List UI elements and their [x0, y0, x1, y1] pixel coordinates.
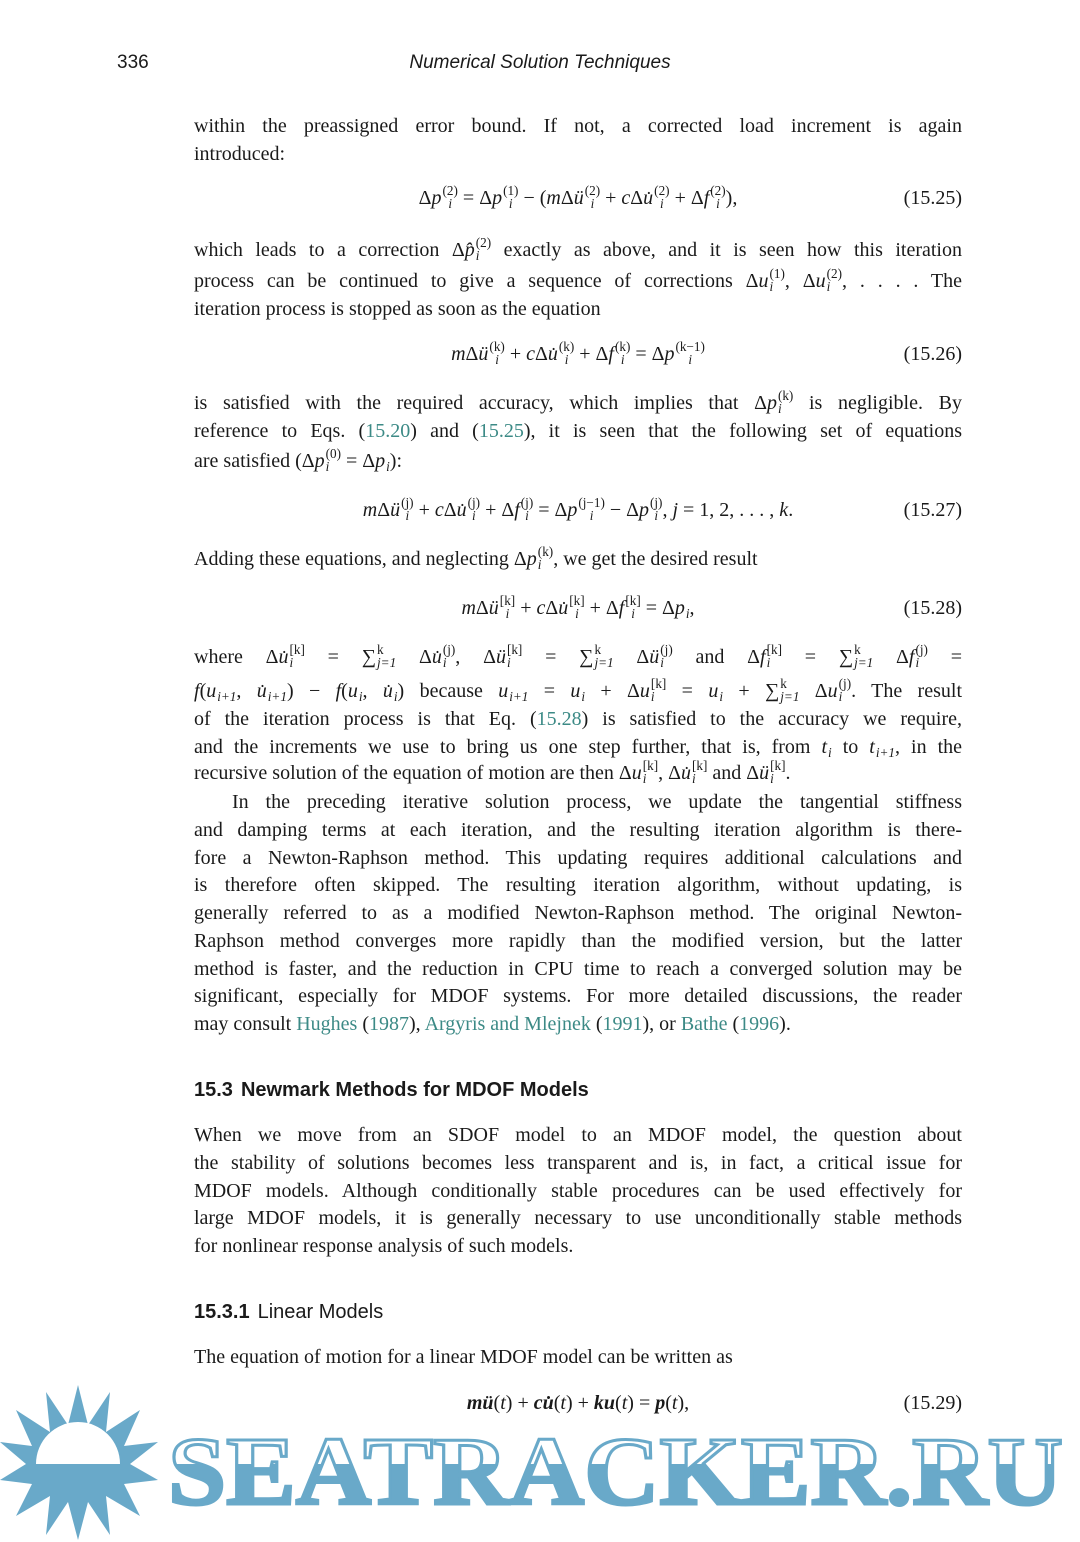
text-run: = Δ — [640, 597, 675, 619]
text-run: Δ — [443, 499, 457, 521]
text-line — [194, 141, 962, 167]
text-line — [194, 418, 962, 444]
math-symbol: ∑ k j=1 — [838, 641, 874, 671]
text-run: = Δ — [533, 499, 568, 521]
text-run: method is faster, and the reduction in CPU time to reach a converged solution may be — [194, 958, 962, 980]
text-run: ( — [493, 1392, 501, 1414]
math-symbol: u̇ i+1 — [256, 680, 287, 705]
text-run: significant, especially for MDOF systems. For more detailed discussions, the reader — [194, 985, 962, 1007]
text-line — [194, 1150, 962, 1176]
equation-body — [194, 592, 962, 622]
text-run: large MDOF models, it is generally necessary to use unconditionally stable methods — [194, 1207, 962, 1229]
equation-number: (15.28) — [903, 597, 962, 619]
sun-icon — [0, 1385, 158, 1540]
reference-link[interactable]: 1996 — [739, 1013, 780, 1035]
text-run: Δ — [630, 187, 644, 209]
math-symbol: j — [672, 499, 679, 521]
math-symbol: p (j−1) i — [567, 494, 605, 524]
text-line — [194, 757, 962, 787]
equation-number: (15.25) — [903, 187, 962, 209]
text-run: Δ — [799, 680, 828, 702]
reference-link[interactable]: 1987 — [369, 1013, 409, 1035]
text-run: ), — [725, 187, 738, 209]
text-run: fore a Newton-Raphson method. This updating requires additional calculations and — [194, 847, 962, 869]
math-symbol: f [k] i — [618, 592, 641, 622]
text-run: ) = — [627, 1392, 656, 1414]
reference-link[interactable]: 15.25 — [478, 420, 524, 442]
math-symbol: p i — [375, 450, 390, 475]
text-run: ), or — [642, 1013, 681, 1035]
math-symbol: t — [621, 1392, 628, 1414]
text-run: introduced: — [194, 143, 286, 165]
math-symbol: f (2) i — [703, 182, 726, 212]
math-symbol: f (k) i — [608, 338, 631, 368]
subsection-title: Linear Models — [257, 1301, 384, 1323]
text-run: ), — [677, 1392, 690, 1414]
text-line — [194, 1233, 962, 1259]
equation-number: (15.29) — [903, 1392, 962, 1414]
math-symbol: p̂ (2) i — [464, 234, 492, 264]
text-run: to — [831, 736, 870, 758]
text-run: − ( — [518, 187, 547, 209]
math-symbol: u̇ (j) i — [456, 494, 481, 524]
text-run: ) + — [565, 1392, 594, 1414]
math-symbol: f — [194, 680, 200, 702]
text-run: of the iteration process is that Eq. ( — [194, 708, 537, 730]
text-run: exactly as above, and it is seen how this iteration — [491, 239, 962, 261]
text-run: ( — [665, 1392, 672, 1414]
text-line — [194, 706, 962, 732]
section-title: Newmark Methods for MDOF Models — [240, 1079, 589, 1101]
text-run: MDOF models. Although conditionally stable procedures can be used effectively for — [194, 1180, 962, 1202]
text-run: within the preassigned error bound. If not, a corrected load increment is again — [194, 115, 962, 137]
text-run: , — [236, 680, 257, 702]
text-run: = Δ — [630, 343, 665, 365]
watermark-text: SEATRACKER.RU — [168, 1418, 1063, 1526]
text-line — [194, 1344, 962, 1370]
math-symbol: ü (j) i — [390, 494, 414, 524]
math-symbol: u i+1 — [206, 680, 237, 705]
text-run: , — [662, 499, 673, 521]
math-symbol: u (j) i — [827, 675, 852, 705]
math-symbol: mü — [466, 1392, 494, 1414]
math-symbol: ü [k] i — [488, 592, 516, 622]
math-symbol: u (1) i — [758, 265, 785, 295]
text-run: . The result — [851, 680, 962, 702]
text-run: , we get the desired result — [553, 548, 758, 570]
text-run: + Δ — [584, 597, 619, 619]
text-run: , Δ — [455, 646, 496, 668]
math-symbol: m — [546, 187, 561, 209]
text-run: ( — [199, 680, 207, 702]
math-symbol: p (k) i — [766, 387, 794, 417]
math-symbol: u̇ [k] i — [558, 592, 585, 622]
text-run: ( — [357, 1013, 369, 1035]
text-line — [194, 543, 962, 573]
text-line — [194, 641, 962, 671]
equation-number: (15.27) — [903, 499, 962, 521]
text-run: Adding these equations, and neglecting Δ — [194, 548, 527, 570]
math-symbol: ü [k] i — [759, 757, 786, 787]
math-symbol: t i — [821, 736, 832, 761]
math-symbol: ku — [593, 1392, 616, 1414]
text-run: = — [522, 646, 580, 668]
text-run: Raphson method converges more rapidly than the modified version, but the latter — [194, 930, 962, 952]
text-line — [194, 983, 962, 1009]
reference-link[interactable]: 15.20 — [365, 420, 411, 442]
text-run: and Δ — [707, 762, 760, 784]
math-symbol: cu̇ — [533, 1392, 554, 1414]
text-run: + Δ — [585, 680, 640, 702]
text-run: . — [785, 762, 791, 784]
text-line — [194, 387, 962, 417]
text-line — [194, 817, 962, 843]
reference-link[interactable]: 1991 — [602, 1013, 643, 1035]
text-run: + — [504, 343, 527, 365]
section-number: 15.3 — [194, 1079, 233, 1101]
text-run: + — [515, 597, 537, 619]
math-symbol: c — [621, 187, 631, 209]
text-run: − Δ — [604, 499, 639, 521]
text-run: ( — [590, 1013, 603, 1035]
text-line — [194, 1205, 962, 1231]
math-symbol: t — [560, 1392, 566, 1414]
math-symbol: p (2) i — [431, 182, 458, 212]
text-run: Δ — [396, 646, 432, 668]
text-run: ), — [409, 1013, 425, 1035]
text-line — [194, 845, 962, 871]
text-run: iteration process is stopped as soon as the equation — [194, 298, 601, 320]
equation-body — [194, 182, 962, 212]
text-run: ), it is seen that the following set of equations — [523, 420, 963, 442]
math-symbol: u i — [570, 680, 586, 705]
running-title: Numerical Solution Techniques — [409, 52, 671, 73]
subsection-number: 15.3.1 — [194, 1301, 250, 1323]
text-run: ) + — [505, 1392, 534, 1414]
text-run: Δ — [545, 597, 559, 619]
math-symbol: ü (2) i — [573, 182, 601, 212]
subsection-heading — [194, 1301, 383, 1324]
text-run: ( — [615, 1392, 622, 1414]
math-symbol: ü (j) i — [649, 641, 673, 671]
math-symbol: p — [655, 1392, 666, 1414]
text-line — [194, 1178, 962, 1204]
text-run: = 1, 2, . . . , — [678, 499, 780, 521]
text-line — [194, 789, 962, 815]
text-run: , Δ — [658, 762, 682, 784]
text-run: ) and ( — [410, 420, 479, 442]
math-symbol: u [k] i — [639, 675, 667, 705]
math-symbol: ∑ k j=1 — [764, 675, 800, 705]
text-run: Δ — [475, 597, 489, 619]
math-symbol: k — [779, 499, 789, 521]
text-run: + — [413, 499, 435, 521]
text-run: + — [600, 187, 622, 209]
reference-link[interactable]: Hughes — [296, 1013, 358, 1035]
reference-link[interactable]: Argyris and Mlejnek — [424, 1013, 591, 1035]
text-line — [194, 1122, 962, 1148]
math-symbol: t — [671, 1392, 678, 1414]
math-symbol: t i+1 — [869, 736, 896, 761]
reference-link[interactable]: Bathe — [680, 1013, 728, 1035]
math-symbol: u̇ i — [382, 680, 398, 705]
math-symbol: u i — [347, 680, 363, 705]
text-run: and the increments we use to bring us one step further, that is, from — [194, 736, 822, 758]
text-run: Δ — [377, 499, 391, 521]
math-symbol: ∑ k j=1 — [361, 641, 397, 671]
text-run: Δ — [873, 646, 909, 668]
reference-link[interactable]: 15.28 — [536, 708, 582, 730]
math-symbol: f (j) i — [908, 641, 928, 671]
math-symbol: m — [461, 597, 476, 619]
section-heading — [194, 1079, 589, 1102]
text-run: , Δ — [784, 270, 816, 292]
math-symbol: u̇ [k] i — [681, 757, 708, 787]
text-run: ( — [727, 1013, 740, 1035]
text-line — [194, 734, 962, 760]
text-run: , . . . . The — [842, 270, 962, 292]
math-symbol: u̇ [k] i — [278, 641, 305, 671]
math-symbol: ü [k] i — [495, 641, 523, 671]
math-symbol: u [k] i — [631, 757, 659, 787]
text-run: ) − — [286, 680, 336, 702]
math-symbol: ü (k) i — [478, 338, 505, 368]
text-run: ) is satisfied to the accuracy we require, — [581, 708, 962, 730]
text-run: , — [362, 680, 383, 702]
math-symbol: u i+1 — [498, 680, 529, 705]
math-symbol: t — [500, 1392, 506, 1414]
equation-number: (15.26) — [903, 343, 962, 365]
text-run: the stability of solutions becomes less transparent and is, in fact, a critical issue for — [194, 1152, 962, 1174]
text-run: is negligible. By — [793, 392, 962, 414]
text-run: Δ — [465, 343, 479, 365]
math-symbol: u i — [708, 680, 723, 705]
math-symbol: c — [536, 597, 546, 619]
text-line — [194, 675, 962, 705]
math-symbol: p (k−1) i — [664, 338, 705, 368]
text-run: = — [781, 646, 839, 668]
text-run: ( — [553, 1392, 561, 1414]
text-line — [194, 872, 962, 898]
math-symbol: c — [434, 499, 444, 521]
math-symbol: c — [526, 343, 535, 365]
text-run: = Δ — [340, 450, 376, 472]
text-run: = — [927, 646, 962, 668]
text-line — [194, 1011, 962, 1037]
math-symbol: m — [362, 499, 378, 521]
text-run: , — [689, 597, 695, 619]
math-symbol: f (j) i — [514, 494, 534, 524]
math-symbol: u̇ (k) i — [547, 338, 575, 368]
text-run: + Δ — [669, 187, 704, 209]
text-run: ). — [779, 1013, 791, 1035]
text-line — [194, 928, 962, 954]
text-run: process can be continued to give a sequence of corrections Δ — [194, 270, 759, 292]
text-run: , in the — [895, 736, 963, 758]
equation-body — [194, 338, 962, 368]
math-symbol: f — [335, 680, 342, 702]
math-symbol: Δ — [418, 187, 432, 209]
seatracker-watermark-logo — [0, 1380, 1080, 1542]
text-run: reference to Eqs. ( — [194, 420, 366, 442]
text-run: When we move from an SDOF model to an MDOF model, the question about — [194, 1124, 962, 1146]
text-run: is therefore often skipped. The resulting iteration algorithm, without updating, is — [194, 874, 962, 896]
text-run: In the preceding iterative solution process, we update the tangential stiffness — [232, 791, 962, 813]
text-run: where Δ — [194, 646, 279, 668]
text-run: and damping terms at each iteration, and the resulting iteration algorithm is there- — [194, 819, 962, 841]
text-run: and Δ — [672, 646, 761, 668]
math-symbol: f [k] i — [760, 641, 782, 671]
text-run: may consult — [194, 1013, 297, 1035]
text-run: generally referred to as a modified Newton-Raphson method. The original Newton- — [194, 902, 962, 924]
equation-body — [194, 494, 962, 524]
text-line — [194, 900, 962, 926]
math-symbol: p (j) i — [639, 494, 663, 524]
math-symbol: u (2) i — [815, 265, 843, 295]
text-run: = — [666, 680, 709, 702]
text-run: Δ — [560, 187, 574, 209]
math-symbol: u̇ (j) i — [431, 641, 456, 671]
text-run: Δ — [613, 646, 650, 668]
text-line — [194, 956, 962, 982]
text-line — [194, 296, 962, 322]
text-run: + Δ — [480, 499, 515, 521]
text-run: = — [528, 680, 571, 702]
text-run: for nonlinear response analysis of such models. — [194, 1235, 574, 1257]
math-symbol: p (k) i — [526, 543, 554, 573]
math-symbol: p (0) i — [314, 445, 341, 475]
text-run: ): — [389, 450, 403, 472]
math-symbol: m — [451, 343, 466, 365]
text-run: = Δ — [457, 187, 493, 209]
math-symbol: p i — [674, 597, 690, 622]
text-line — [194, 234, 962, 264]
text-run: is satisfied with the required accuracy, which implies that Δ — [194, 392, 767, 414]
text-run: ) because — [397, 680, 499, 702]
math-symbol: u̇ (2) i — [643, 182, 670, 212]
text-run: which leads to a correction Δ — [194, 239, 465, 261]
text-run: ( — [341, 680, 348, 702]
text-line — [194, 113, 962, 139]
text-run: + Δ — [574, 343, 609, 365]
text-run: . — [788, 499, 794, 521]
page-number: 336 — [117, 52, 149, 73]
text-run: = — [304, 646, 362, 668]
text-line — [194, 445, 962, 475]
math-symbol: p (1) i — [492, 182, 519, 212]
text-run: are satisfied (Δ — [194, 450, 315, 472]
math-symbol: ∑ k j=1 — [579, 641, 614, 671]
text-run: recursive solution of the equation of motion are then Δ — [194, 762, 632, 784]
text-line — [194, 265, 962, 295]
text-run: The equation of motion for a linear MDOF model can be written as — [194, 1346, 733, 1368]
text-run: + — [722, 680, 765, 702]
text-run: Δ — [534, 343, 548, 365]
